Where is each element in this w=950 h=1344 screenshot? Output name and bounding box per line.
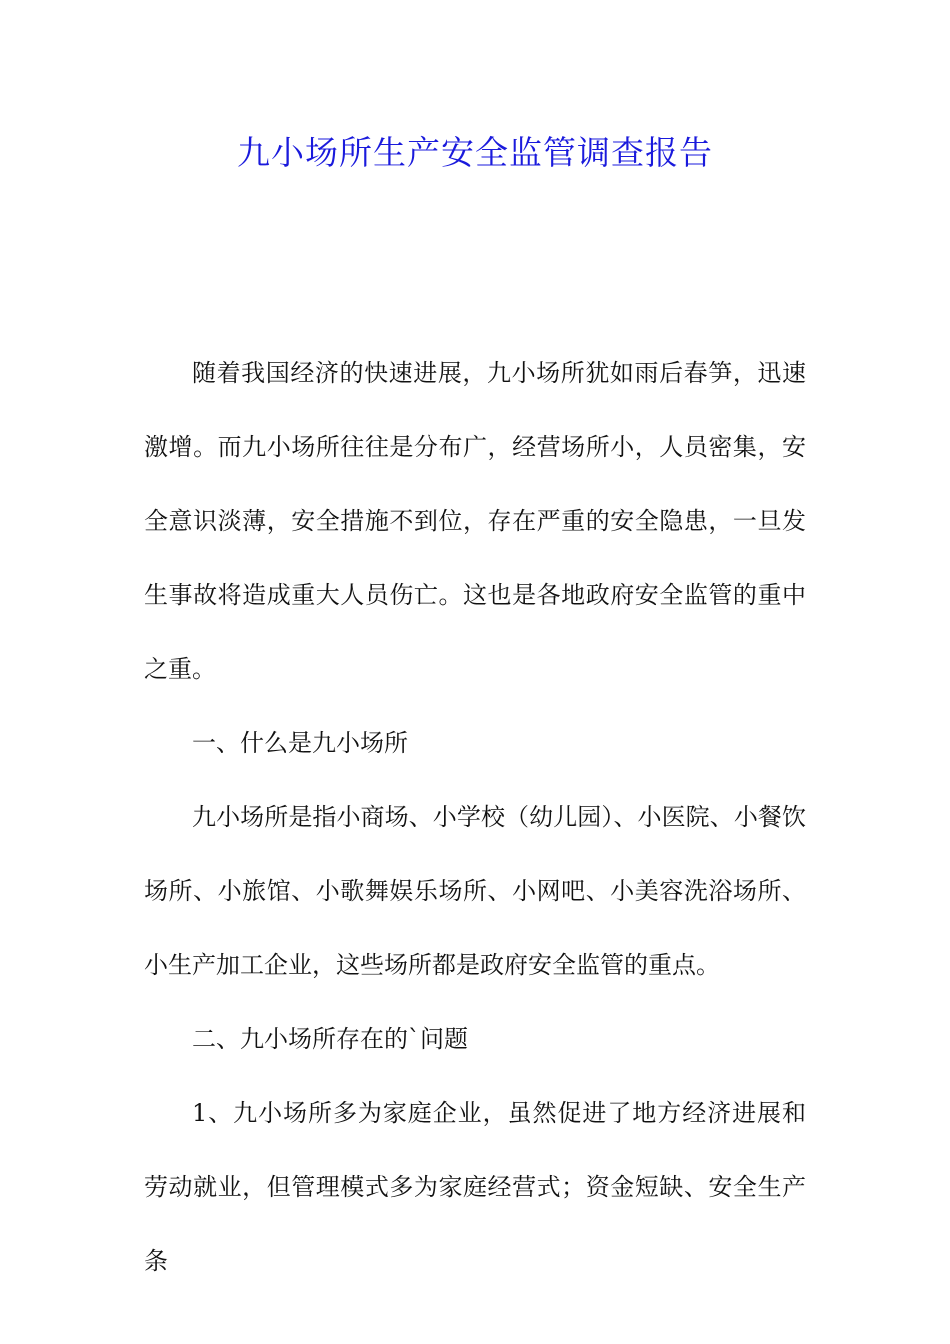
section-heading-2: 二、九小场所存在的`问题 (192, 1025, 468, 1053)
document-body (144, 336, 806, 1298)
intro-paragraph: 随着我国经济的快速进展，九小场所犹如雨后春笋，迅速激增。而九小场所往往是分布广，经营场所小，人员密集，安全意识淡薄，安全措施不到位，存在严重的安全隐患，一旦发生事故将造成重大人员伤亡。这也是各地政府安全监管的重中之重。 (144, 359, 806, 683)
definition-paragraph: 九小场所是指小商场、小学校（幼儿园）、小医院、小餐饮场所、小旅馆、小歌舞娱乐场所、小网吧、小美容洗浴场所、小生产加工企业，这些场所都是政府安全监管的重点。 (144, 803, 806, 979)
problem-paragraph-1: 1、九小场所多为家庭企业，虽然促进了地方经济进展和劳动就业，但管理模式多为家庭经营式；资金短缺、安全生产条 (144, 1099, 806, 1275)
section-heading-1: 一、什么是九小场所 (192, 729, 408, 757)
document-title: 九小场所生产安全监管调查报告 (237, 133, 713, 172)
